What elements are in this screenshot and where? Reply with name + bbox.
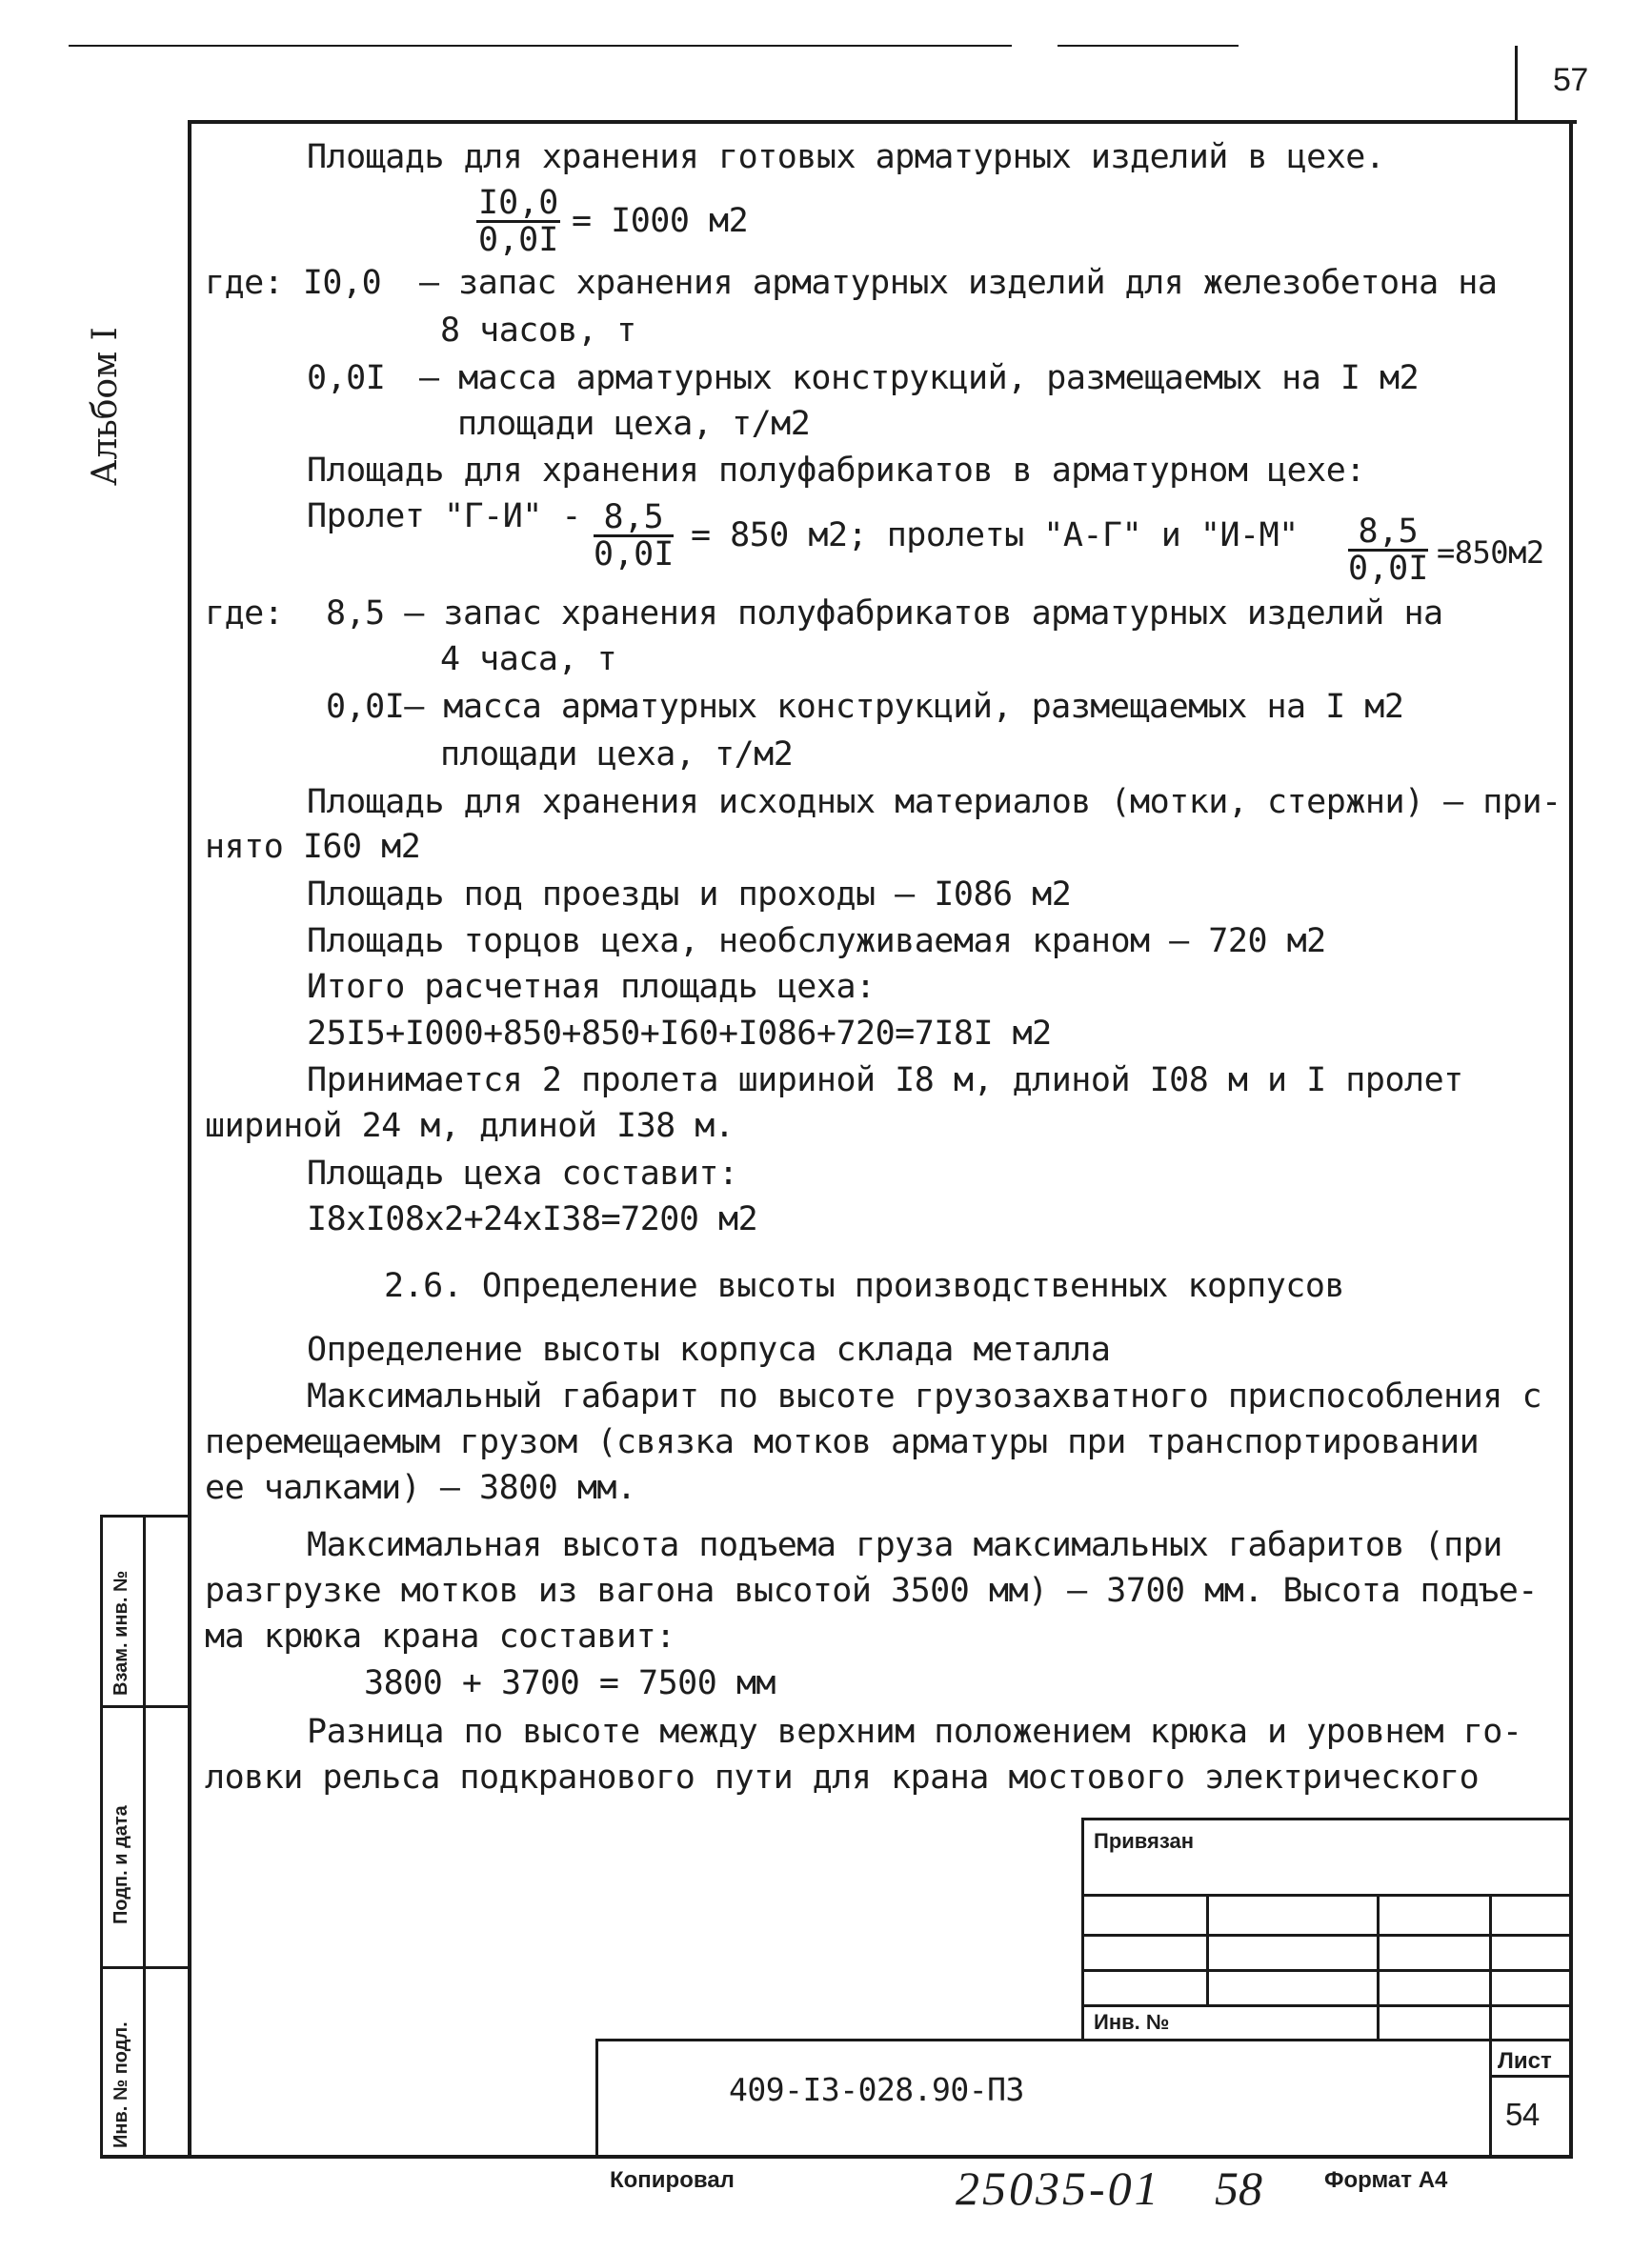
text-line: 25I5+I000+850+850+I60+I086+720=7I8I м2 (307, 1015, 1052, 1053)
tb-list-no: 54 (1505, 2097, 1540, 2132)
frame-left (188, 120, 191, 2159)
text-line: Итого расчетная площадь цеха: (307, 968, 876, 1006)
fraction (1348, 514, 1428, 586)
tb-top (1081, 1818, 1573, 1820)
text-line: Максимальный габарит по высоте грузозахватного приспособления с (307, 1377, 1542, 1416)
album-label: Альбом I (86, 327, 125, 486)
top-rule-right (1058, 45, 1239, 47)
fraction-denominator: 0,0I (594, 535, 675, 573)
section-heading: 2.6. Определение высоты производственных корпусов (384, 1267, 1345, 1305)
tb-list-label: Лист (1498, 2048, 1552, 2074)
side-stamp-left (100, 1515, 103, 2159)
tb-row3 (1081, 1969, 1573, 1972)
text-line: 0,0I– масса арматурных конструкций, размещаемых на I м2 (326, 688, 1404, 726)
text-line: где: I0,0 (205, 264, 382, 302)
text-line: =850м2 (1437, 534, 1544, 571)
text-line: – масса арматурных конструкций, размещаемых на I м2 (419, 359, 1420, 397)
tb-col2 (1377, 1894, 1380, 2041)
fraction-numerator: 8,5 (594, 500, 674, 537)
side-stamp-top (100, 1515, 191, 1518)
frame-bottom (100, 2155, 1573, 2159)
frame-right (1569, 120, 1573, 2159)
side-label-inv: Инв. № подл. (111, 2021, 131, 2148)
text-line: – запас хранения арматурных изделий для железобетона на (419, 264, 1498, 302)
corner-box-left (1515, 46, 1518, 122)
side-label-podp: Подп. и дата (111, 1805, 131, 1924)
text-line: Пролет "Г-И" - (307, 497, 582, 535)
text-line: Разница по высоте между верхним положением крюка и уровнем го- (307, 1713, 1522, 1751)
text-line: Площадь цеха составит: (307, 1155, 738, 1193)
text-line: Площадь для хранения исходных материалов (мотки, стержни) – при- (307, 783, 1561, 821)
text-line: площади цеха, т/м2 (457, 405, 811, 443)
side-stamp-mid (143, 1515, 146, 2159)
side-label-vzam: Взам. инв. № (111, 1570, 131, 1696)
fraction (594, 500, 674, 572)
footer-format: Формат А4 (1324, 2167, 1448, 2193)
text-line: Площадь под проезды и проходы – I086 м2 (307, 875, 1072, 914)
text-line: Определение высоты корпуса склада металла (307, 1331, 1111, 1369)
text-line: разгрузке мотков из вагона высотой 3500 мм) – 3700 мм. Высота подъе- (205, 1572, 1538, 1610)
text-line: перемещаемым грузом (связка мотков арматуры при транспортировании (205, 1423, 1480, 1461)
text-line: где: (205, 594, 284, 633)
text-line: 0,0I (307, 359, 386, 397)
text-line: шириной 24 м, длиной I38 м. (205, 1107, 735, 1145)
tb-privyazan: Привязан (1094, 1829, 1195, 1853)
text-line: I8хI08х2+24хI38=7200 м2 (307, 1200, 758, 1238)
fraction-numerator: I0,0 (478, 184, 559, 222)
tb-col3 (1489, 1894, 1492, 2159)
tb-row2 (1081, 1934, 1573, 1937)
side-stamp-div1 (100, 1705, 191, 1708)
tb-col1 (1206, 1894, 1209, 2004)
tb-inv-no: Инв. № (1094, 2010, 1170, 2034)
tb-row1 (1081, 1894, 1573, 1897)
top-rule (69, 45, 1012, 47)
doc-code: 409-I3-028.90-ПЗ (729, 2071, 1024, 2108)
text-line: = 850 м2; пролеты "А-Г" и "И-М" (691, 516, 1299, 554)
side-stamp-div2 (100, 1966, 191, 1969)
text-line: ее чалками) – 3800 мм. (205, 1469, 636, 1507)
text-line: 4 часа, т (440, 640, 617, 678)
page-corner-number: 57 (1553, 62, 1588, 98)
tb-list-div (1489, 2075, 1573, 2078)
tb-main-top (595, 2039, 1573, 2041)
text-line: площади цеха, т/м2 (440, 735, 794, 774)
fraction-denominator: 0,0I (1348, 550, 1429, 588)
fraction-denominator: 0,0I (478, 221, 559, 259)
footer-handwritten: 25035-01 (956, 2162, 1161, 2215)
footer-handwritten-2: 58 (1215, 2162, 1262, 2215)
text-line: Площадь торцов цеха, необслуживаемая краном – 720 м2 (307, 922, 1326, 960)
text-line: Площадь для хранения готовых арматурных изделий в цехе. (307, 138, 1385, 176)
text-line: 3800 + 3700 = 7500 мм (364, 1664, 776, 1702)
frame-top (188, 120, 1577, 124)
text-line: Максимальная высота подъема груза максимальных габаритов (при (307, 1526, 1502, 1564)
text-line: = I000 м2 (572, 202, 749, 240)
tb-main-left (595, 2039, 598, 2159)
text-line: Площадь для хранения полуфабрикатов в арматурном цехе: (307, 452, 1365, 490)
fraction-numerator: 8,5 (1348, 514, 1428, 552)
text-line: нято I60 м2 (205, 828, 421, 866)
text-line: Принимается 2 пролета шириной I8 м, длиной I08 м и I пролет (307, 1061, 1463, 1099)
footer-kopiroval: Копировал (610, 2167, 735, 2193)
text-line: 8 часов, т (440, 312, 636, 350)
fraction (476, 186, 560, 257)
text-line: ма крюка крана составит: (205, 1618, 675, 1656)
tb-row4 (1081, 2004, 1573, 2007)
text-line: ловки рельса подкранового пути для крана мостового электрического (205, 1759, 1480, 1797)
text-line: 8,5 – запас хранения полуфабрикатов арматурных изделий на (326, 594, 1443, 633)
